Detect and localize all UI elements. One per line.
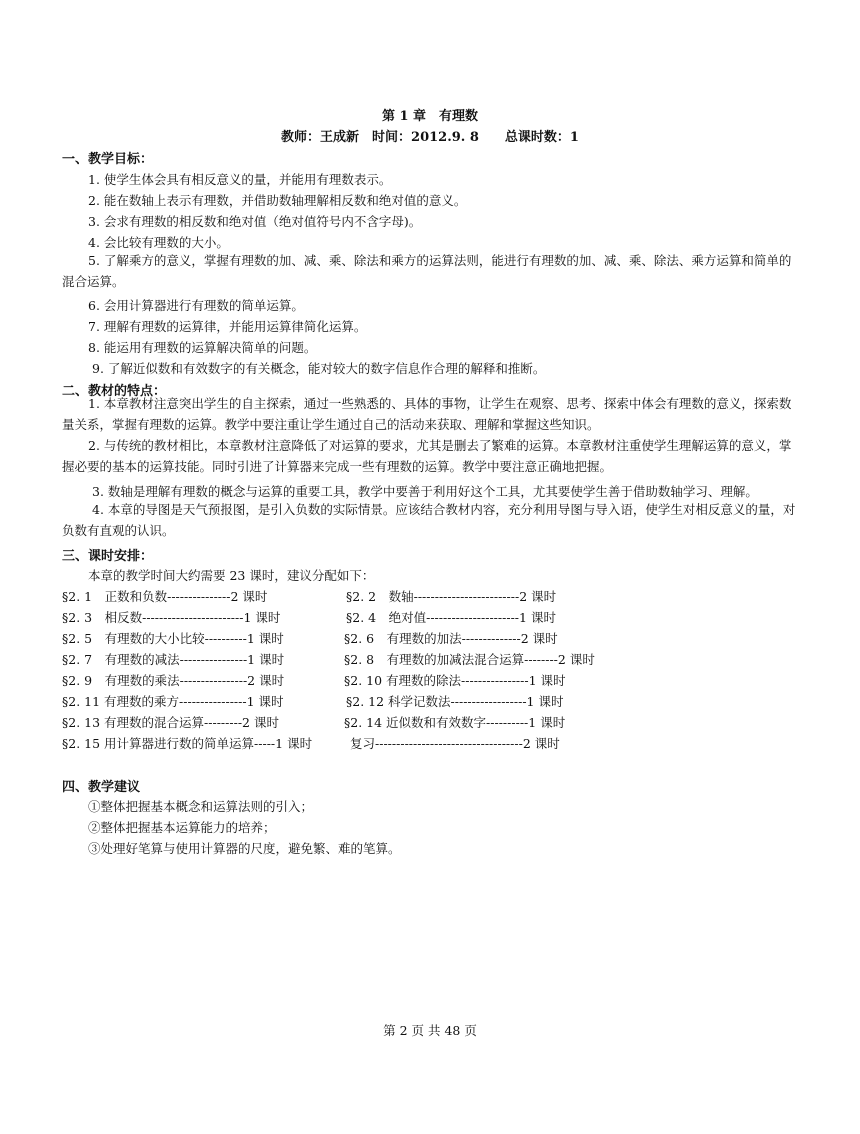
schedule-entry: §2. 5 有理数的大小比较----------1 课时 bbox=[62, 631, 284, 646]
schedule-entry: §2. 10 有理数的除法----------------1 课时 bbox=[344, 673, 566, 688]
page-number: 第 2 页 共 48 页 bbox=[383, 1023, 477, 1038]
lesson-meta: 教师：王成新 时间：2012.9. 8 总课时数：1 bbox=[281, 130, 579, 145]
schedule-entry: §2. 12 科学记数法------------------1 课时 bbox=[346, 694, 564, 709]
feature-item: 2. 与传统的教材相比，本章教材注意降低了对运算的要求，尤其是删去了繁难的运算。本章教材注重使学生理解运算的意义，掌握必要的基本的运算技能。同时引进了计算器来完成一些有理数的运算。教学中要注意正确地把握。 bbox=[62, 438, 792, 474]
objective-item: 9. 了解近似数和有效数字的有关概念，能对较大的数字信息作合理的解释和推断。 bbox=[92, 361, 546, 376]
objective-item: 5. 了解乘方的意义，掌握有理数的加、减、乘、除法和乘方的运算法则，能进行有理数的加、减、乘、除法、乘方运算和简单的混合运算。 bbox=[62, 253, 792, 289]
section-heading-schedule: 三、课时安排： bbox=[62, 549, 154, 564]
schedule-entry: §2. 13 有理数的混合运算---------2 课时 bbox=[62, 715, 279, 730]
objective-item: 3. 会求有理数的相反数和绝对值（绝对值符号内不含字母)。 bbox=[88, 214, 422, 229]
suggestion-item: ①整体把握基本概念和运算法则的引入； bbox=[88, 799, 314, 814]
suggestion-item: ③处理好笔算与使用计算器的尺度，避免繁、难的笔算。 bbox=[88, 841, 401, 856]
objective-item: 7. 理解有理数的运算律，并能用运算律简化运算。 bbox=[88, 319, 367, 334]
schedule-entry: §2. 8 有理数的加减法混合运算--------2 课时 bbox=[344, 652, 595, 667]
schedule-entry: §2. 1 正数和负数---------------2 课时 bbox=[62, 589, 268, 604]
schedule-entry: §2. 15 用计算器进行数的简单运算-----1 课时 bbox=[62, 736, 313, 751]
section-heading-suggestions: 四、教学建议 bbox=[62, 780, 141, 795]
schedule-entry: §2. 4 绝对值----------------------1 课时 bbox=[346, 610, 556, 625]
schedule-entry: §2. 2 数轴-------------------------2 课时 bbox=[346, 589, 557, 604]
schedule-entry: §2. 11 有理数的乘方----------------1 课时 bbox=[62, 694, 284, 709]
schedule-entry: §2. 3 相反数------------------------1 课时 bbox=[62, 610, 281, 625]
schedule-entry: §2. 9 有理数的乘法----------------2 课时 bbox=[62, 673, 285, 688]
schedule-entry: 复习-----------------------------------2 课时 bbox=[350, 736, 560, 751]
objective-item: 6. 会用计算器进行有理数的简单运算。 bbox=[88, 298, 304, 313]
objective-item: 4. 会比较有理数的大小。 bbox=[88, 235, 229, 250]
section-heading-features: 二、教材的特点： bbox=[62, 384, 167, 399]
feature-item: 1. 本章教材注意突出学生的自主探索，通过一些熟悉的、具体的事物，让学生在观察、思考、探索中体会有理数的意义，探索数量关系，掌握有理数的运算。教学中要注重让学生通过自己的活动来获取、理解和掌握这些知识。 bbox=[62, 396, 792, 432]
schedule-entry: §2. 7 有理数的减法----------------1 课时 bbox=[62, 652, 285, 667]
schedule-entry: §2. 14 近似数和有效数字----------1 课时 bbox=[344, 715, 566, 730]
schedule-intro: 本章的教学时间大约需要 23 课时，建议分配如下： bbox=[88, 568, 375, 583]
objective-item: 1. 使学生体会具有相反意义的量，并能用有理数表示。 bbox=[88, 172, 392, 187]
objective-item: 8. 能运用有理数的运算解决简单的问题。 bbox=[88, 340, 317, 355]
suggestion-item: ②整体把握基本运算能力的培养； bbox=[88, 820, 276, 835]
schedule-entry: §2. 6 有理数的加法--------------2 课时 bbox=[344, 631, 558, 646]
feature-item: 3. 数轴是理解有理数的概念与运算的重要工具，教学中要善于利用好这个工具，尤其要使学生善于借助数轴学习、理解。 bbox=[92, 484, 758, 499]
feature-item: 4. 本章的导图是天气预报图，是引入负数的实际情景。应该结合教材内容，充分利用导图与导入语，使学生对相反意义的量，对负数有直观的认识。 bbox=[62, 502, 796, 538]
section-heading-objectives: 一、教学目标： bbox=[62, 152, 154, 167]
chapter-title: 第 1 章 有理数 bbox=[381, 109, 479, 124]
objective-item: 2. 能在数轴上表示有理数，并借助数轴理解相反数和绝对值的意义。 bbox=[88, 193, 467, 208]
